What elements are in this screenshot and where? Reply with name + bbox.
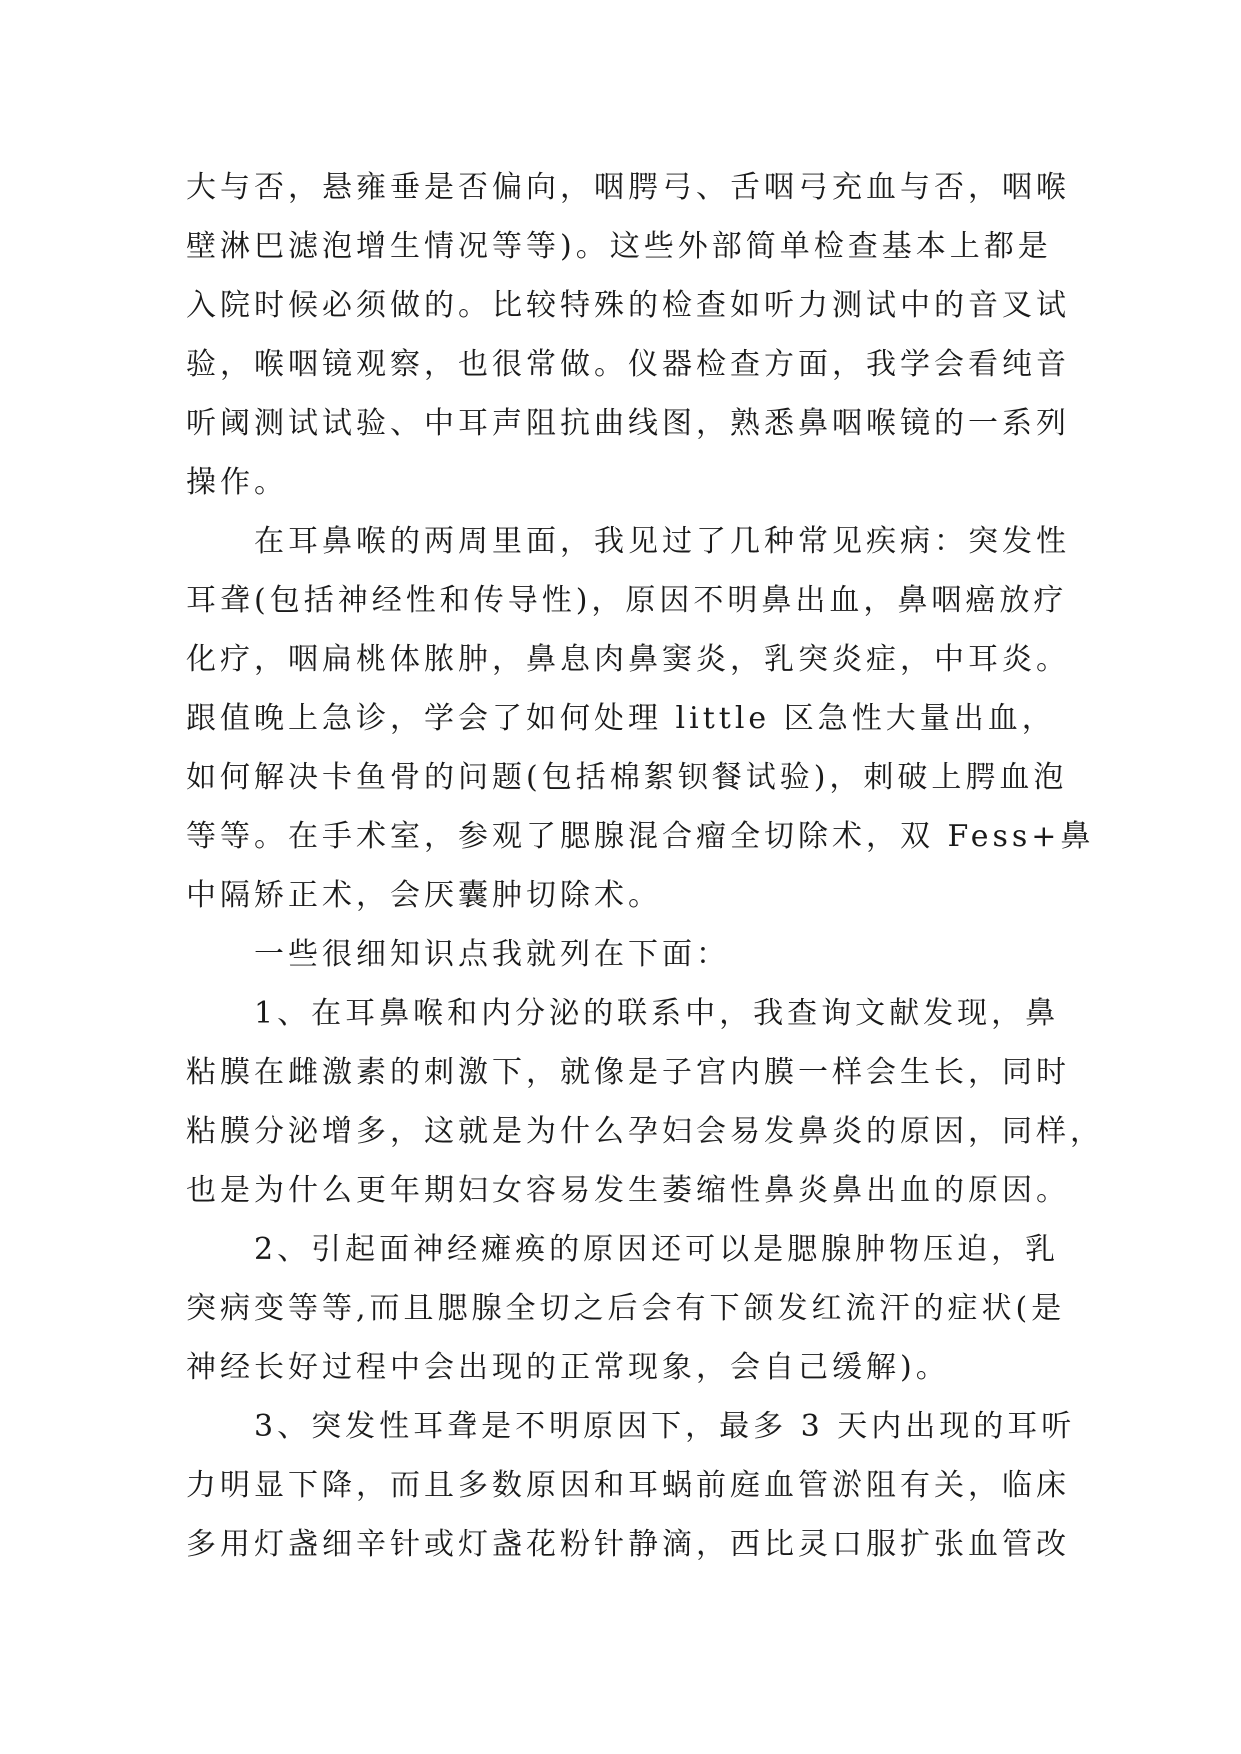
text-line: 也是为什么更年期妇女容易发生萎缩性鼻炎鼻出血的原因。 — [186, 1173, 1070, 1208]
text-line: 粘膜在雌激素的刺激下，就像是子宫内膜一样会生长，同时 — [186, 1055, 1070, 1090]
paragraph-first-line: 2、引起面神经瘫痪的原因还可以是腮腺肿物压迫，乳 — [254, 1232, 1060, 1267]
text-line: 神经长好过程中会出现的正常现象，会自己缓解)。 — [186, 1350, 950, 1385]
paragraph-first-line: 1、在耳鼻喉和内分泌的联系中，我查询文献发现，鼻 — [254, 996, 1060, 1031]
text-line: 化疗，咽扁桃体脓肿，鼻息肉鼻窦炎，乳突炎症，中耳炎。 — [186, 642, 1070, 677]
text-line: 大与否，悬雍垂是否偏向，咽腭弓、舌咽弓充血与否，咽喉 — [186, 170, 1070, 205]
text-line: 验，喉咽镜观察，也很常做。仪器检查方面，我学会看纯音 — [186, 347, 1070, 382]
text-line: 跟值晚上急诊，学会了如何处理 little 区急性大量出血， — [186, 701, 1056, 736]
paragraph-first-line: 3、突发性耳聋是不明原因下，最多 3 天内出现的耳听 — [254, 1409, 1076, 1444]
text-line: 中隔矫正术，会厌囊肿切除术。 — [186, 878, 662, 913]
paragraph-first-line: 在耳鼻喉的两周里面，我见过了几种常见疾病：突发性 — [254, 524, 1070, 559]
text-line: 粘膜分泌增多，这就是为什么孕妇会易发鼻炎的原因，同样， — [186, 1114, 1104, 1149]
text-line: 壁淋巴滤泡增生情况等等)。这些外部简单检查基本上都是 — [186, 229, 1052, 264]
text-line: 操作。 — [186, 465, 288, 500]
text-line: 耳聋(包括神经性和传导性)，原因不明鼻出血，鼻咽癌放疗 — [186, 583, 1068, 618]
text-line: 突病变等等,而且腮腺全切之后会有下颌发红流汗的症状(是 — [186, 1291, 1066, 1326]
text-line: 入院时候必须做的。比较特殊的检查如听力测试中的音叉试 — [186, 288, 1070, 323]
text-line: 等等。在手术室，参观了腮腺混合瘤全切除术，双 Fess+鼻 — [186, 819, 1095, 854]
paragraph-first-line: 一些很细知识点我就列在下面： — [254, 937, 730, 972]
text-line: 如何解决卡鱼骨的问题(包括棉絮钡餐试验)，刺破上腭血泡 — [186, 760, 1068, 795]
text-line: 听阈测试试验、中耳声阻抗曲线图，熟悉鼻咽喉镜的一系列 — [186, 406, 1070, 441]
text-line: 多用灯盏细辛针或灯盏花粉针静滴，西比灵口服扩张血管改 — [186, 1527, 1070, 1562]
text-line: 力明显下降，而且多数原因和耳蜗前庭血管淤阻有关，临床 — [186, 1468, 1070, 1503]
body-text — [186, 158, 1104, 1574]
